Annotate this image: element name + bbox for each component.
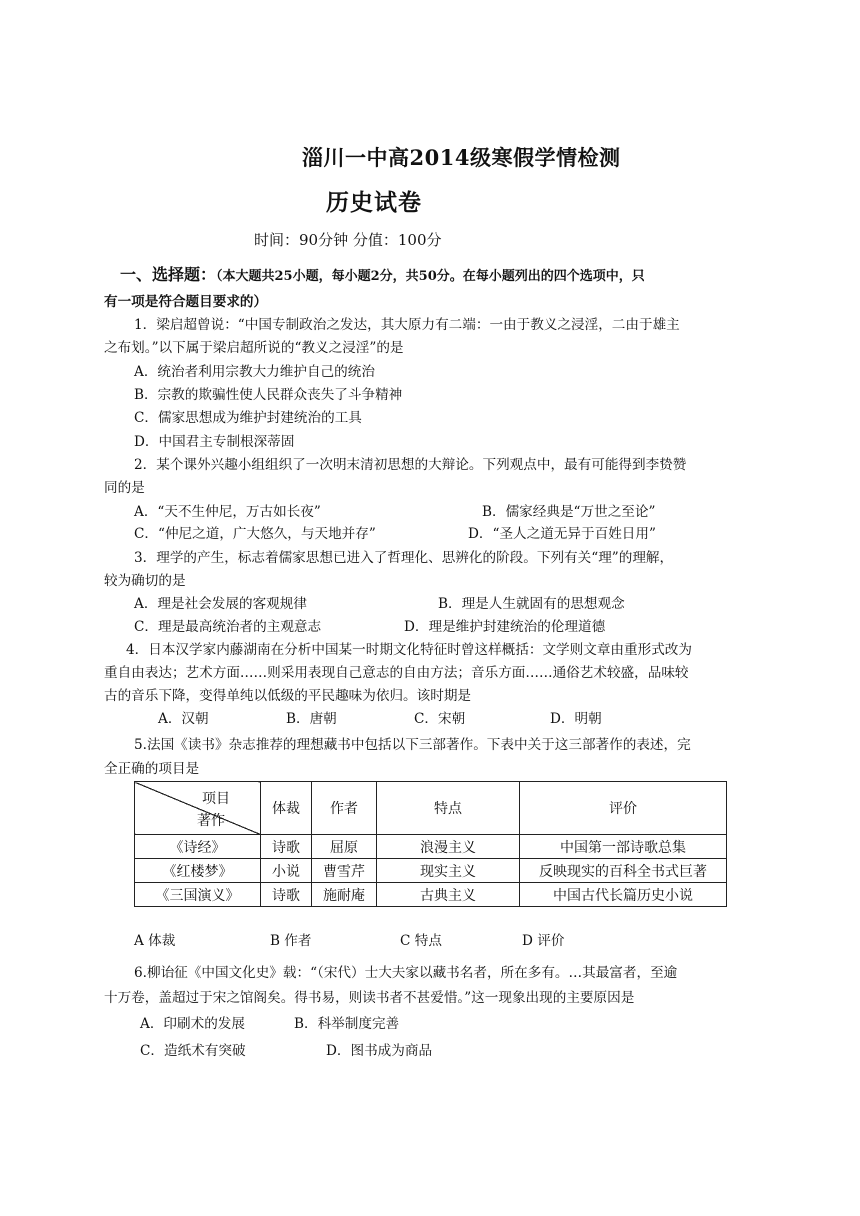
q5-option-a: A 体裁	[134, 933, 176, 949]
table-cell: 古典主义	[377, 883, 520, 907]
q2-option-c: C．“仲尼之道，广大悠久，与天地并存”	[134, 526, 376, 542]
table-cell: 现实主义	[377, 859, 520, 883]
table-cell: 诗歌	[261, 883, 312, 907]
q6-option-b: B．科举制度完善	[294, 1016, 400, 1032]
section-note: （本大题共25小题，每小题2分，共50分。在每小题列出的四个选项中，只	[216, 269, 645, 284]
section-title: 一、选择题：	[120, 265, 217, 284]
q2-option-a: A．“天不生仲尼，万古如长夜”	[134, 504, 321, 520]
section-note-continued: 有一项是符合题目要求的）	[104, 294, 268, 310]
table-cell: 反映现实的百科全书式巨著	[520, 859, 727, 883]
table-row	[135, 835, 727, 859]
q3-stem: 3．理学的产生，标志着儒家思想已进入了哲理化、思辨化的阶段。下列有关“理”的理解，	[134, 550, 674, 566]
diag-label-top: 项目	[202, 791, 230, 807]
table-header-cell: 特点	[377, 782, 520, 835]
section-heading	[120, 262, 645, 285]
table-cell: 浪漫主义	[377, 835, 520, 859]
table-cell: 中国古代长篇历史小说	[520, 883, 727, 907]
q5-stem: 5.法国《读书》杂志推荐的理想藏书中包括以下三部著作。下表中关于这三部著作的表述，完	[134, 737, 691, 753]
table-cell: 施耐庵	[312, 883, 377, 907]
q1-option-a: A．统治者利用宗教大力维护自己的统治	[134, 364, 375, 380]
q4-stem-cont-2: 古的音乐下降，变得单纯以低级的平民趣味为依归。该时期是	[104, 688, 472, 704]
table-row	[135, 859, 727, 883]
q5-stem-cont: 全正确的项目是	[104, 761, 200, 777]
exam-subject: 历史试卷	[326, 189, 422, 216]
q2-option-b: B．儒家经典是“万世之至论”	[482, 504, 656, 520]
q4-stem: 4．日本汉学家内藤湖南在分析中国某一时期文化特征时曾这样概括：文学则文章由重形式改为	[126, 642, 692, 658]
q4-option-b: B．唐朝	[286, 711, 337, 727]
exam-title: 淄川一中高2014级寒假学情检测	[302, 145, 621, 170]
q1-option-b: B．宗教的欺骗性使人民群众丧失了斗争精神	[134, 387, 403, 403]
q6-option-c: C．造纸术有突破	[140, 1043, 246, 1059]
q5-option-b: B 作者	[270, 933, 312, 949]
q2-stem: 2．某个课外兴趣小组组织了一次明末清初思想的大辩论。下列观点中，最有可能得到李贽赞	[134, 457, 687, 473]
table-header-cell: 体裁	[261, 782, 312, 835]
q6-stem: 6.柳诒征《中国文化史》载：“（宋代）士大夫家以藏书名者，所在多有。…其最富者，至逾	[134, 965, 678, 981]
table-cell: 《诗经》	[135, 835, 261, 859]
q2-option-d: D．“圣人之道无异于百姓日用”	[468, 526, 656, 542]
table-diagonal-header	[135, 782, 261, 835]
q3-option-c: C．理是最高统治者的主观意志	[134, 619, 322, 635]
q4-option-c: C．宋朝	[414, 711, 466, 727]
table-header-cell: 作者	[312, 782, 377, 835]
table-row	[135, 883, 727, 907]
q4-stem-cont-1: 重自由表达；艺术方面……则采用表现自己意志的自由方法；音乐方面……通俗艺术较盛，品味较	[104, 665, 689, 681]
table-cell: 中国第一部诗歌总集	[520, 835, 727, 859]
table-header-cell: 评价	[520, 782, 727, 835]
q6-stem-cont: 十万卷，盖超过于宋之馆阁矣。得书易，则读书者不甚爱惜。”这一现象出现的主要原因是	[104, 990, 635, 1006]
table-cell: 屈原	[312, 835, 377, 859]
table-header-row	[135, 782, 727, 835]
q1-option-d: D．中国君主专制根深蒂固	[134, 434, 295, 450]
table-cell: 《红楼梦》	[135, 859, 261, 883]
q4-option-d: D．明朝	[550, 711, 602, 727]
table-cell: 小说	[261, 859, 312, 883]
table-cell: 诗歌	[261, 835, 312, 859]
q6-option-d: D．图书成为商品	[326, 1043, 433, 1059]
table-cell: 《三国演义》	[135, 883, 261, 907]
q1-stem-cont: 之布划。”以下属于梁启超所说的“教义之浸淫”的是	[104, 340, 404, 356]
diag-label-bottom: 著作	[197, 813, 225, 829]
q5-option-d: D 评价	[522, 933, 565, 949]
q1-option-c: C．儒家思想成为维护封建统治的工具	[134, 410, 362, 426]
q3-stem-cont: 较为确切的是	[104, 573, 186, 589]
q2-stem-cont: 同的是	[104, 480, 145, 496]
q1-stem: 1．梁启超曾说：“中国专制政治之发达，其大原力有二端：一由于教义之浸淫，二由于雄主	[134, 317, 680, 333]
exam-meta: 时间：90分钟 分值：100分	[254, 231, 442, 249]
q3-option-b: B．理是人生就固有的思想观念	[438, 596, 625, 612]
q4-option-a: A．汉朝	[158, 711, 209, 727]
q3-option-d: D．理是维护封建统治的伦理道德	[404, 619, 606, 635]
table-cell: 曹雪芹	[312, 859, 377, 883]
q6-option-a: A．印刷术的发展	[140, 1016, 245, 1032]
q3-option-a: A．理是社会发展的客观规律	[134, 596, 307, 612]
works-table	[134, 781, 727, 907]
q5-option-c: C 特点	[400, 933, 442, 949]
